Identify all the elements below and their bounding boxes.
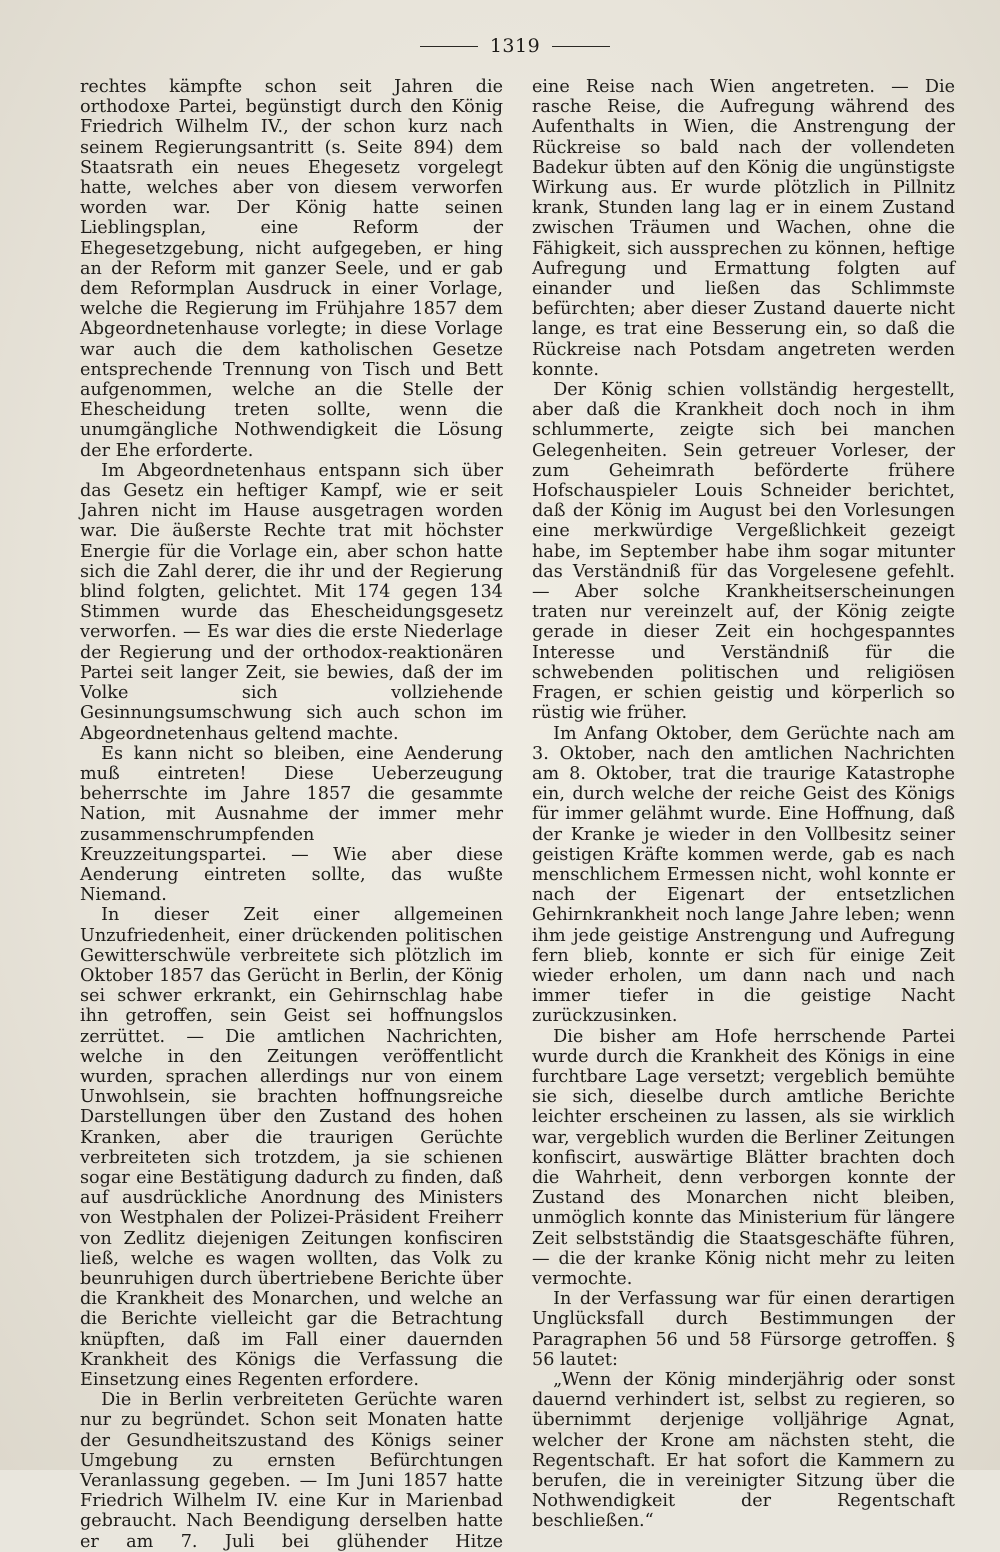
paragraph: Im Anfang Oktober, dem Gerüchte nach am 3. Oktober, nach den amtlichen Nachrichten am 8. Oktober, trat die traurige Katastrophe ein, durch welche der reiche Geist des Königs für immer gelähmt wurde. Eine Hoffnung, daß der Kranke je wieder in den Vollbesitz seiner geistigen Kräfte kommen werde, gab es nach menschlichem Ermessen nicht, wohl konnte er nach der Eigenart der entsetzlichen Gehirnkrankheit noch lange Jahre leben; wenn ihm jede geistige Anstrengung und Aufregung fern blieb, konnte er sich für einige Zeit wieder erholen, um dann nach und nach immer tiefer in die geistige Nacht zurückzusinken.	[532, 723, 955, 1027]
header-rule-right	[552, 46, 610, 47]
left-column	[80, 77, 503, 1552]
paragraph: rechtes kämpfte schon seit Jahren die orthodoxe Partei, begünstigt durch den König Friedrich Wilhelm IV., der schon kurz nach seinem Regierungsantritt (s. Seite 894) dem Staatsrath ein neues Ehegesetz vorgelegt hatte, welches aber von diesem verworfen worden war. Der König hatte seinen Lieblingsplan, eine Reform der Ehegesetzgebung, nicht aufgegeben, er hing an der Reform mit ganzer Seele, und er gab dem Reformplan Ausdruck in einer Vorlage, welche die Regierung im Frühjahre 1857 dem Abgeordnetenhause vorlegte; in diese Vorlage war auch die dem katholischen Gesetze entsprechende Trennung von Tisch und Bett aufgenommen, welche an die Stelle der Ehescheidung treten sollte, wenn die unumgängliche Nothwendigkeit die Lösung der Ehe erforderte.	[80, 77, 503, 461]
right-column	[532, 77, 955, 1532]
paragraph: Der König schien vollständig hergestellt, aber daß die Krankheit doch noch in ihm schlummerte, zeigte sich bei manchen Gelegenheiten. Sein getreuer Vorleser, der zum Geheimrath beförderte frühere Hofschauspieler Louis Schneider berichtet, daß der König im August bei den Vorlesungen eine merkwürdige Vergeßlichkeit gezeigt habe, im September habe ihm sogar mitunter das Verständniß für das Vorgelesene gefehlt. — Aber solche Krankheitserscheinungen traten nur vereinzelt auf, der König zeigte gerade in dieser Zeit ein hochgespanntes Interesse und Verständniß für die schwebenden politischen und religiösen Fragen, er schien geistig und körperlich so rüstig wie früher.	[532, 380, 955, 724]
paragraph: In dieser Zeit einer allgemeinen Unzufriedenheit, einer drückenden politischen Gewitterschwüle verbreitete sich plötzlich im Oktober 1857 das Gerücht in Berlin, der König sei schwer erkrankt, ein Gehirnschlag habe ihn getroffen, sein Geist sei hoffnungslos zerrüttet. — Die amtlichen Nachrichten, welche in den Zeitungen veröffentlicht wurden, sprachen allerdings nur von einem Unwohlsein, sie brachten hoffnungsreiche Darstellungen über den Zustand des hohen Kranken, aber die traurigen Gerüchte verbreiteten sich trotzdem, ja sie schienen sogar eine Bestätigung dadurch zu finden, daß auf ausdrückliche Anordnung des Ministers von Westphalen der Polizei-Präsident Freiherr von Zedlitz diejenigen Zeitungen konfisciren ließ, welche es wagen wollten, das Volk zu beunruhigen durch übertriebene Berichte über die Krankheit des Monarchen, und welche an die Berichte vielleicht gar die Betrachtung knüpften, daß im Fall einer dauernden Krankheit des Königs die Verfassung die Einsetzung eines Regenten erfordere.	[80, 905, 503, 1390]
paragraph: eine Reise nach Wien angetreten. — Die rasche Reise, die Aufregung während des Aufenthalts in Wien, die Anstrengung der Rückreise so bald nach der vollendeten Badekur übten auf den König die ungünstigste Wirkung aus. Er wurde plötzlich in Pillnitz krank, Stunden lang lag er in einem Zustand zwischen Träumen und Wachen, ohne die Fähigkeit, sich aussprechen zu können, heftige Aufregung und Ermattung folgten auf einander und ließen das Schlimmste befürchten; aber dieser Zustand dauerte nicht lange, es trat eine Besserung ein, so daß die Rückreise nach Potsdam angetreten werden konnte.	[532, 77, 955, 380]
paragraph: Die in Berlin verbreiteten Gerüchte waren nur zu begründet. Schon seit Monaten hatte der Gesundheitszustand des Königs seiner Umgebung zu ernsten Befürchtungen Veranlassung gegeben. — Im Juni 1857 hatte Friedrich Wilhelm IV. eine Kur in Marienbad gebraucht. Nach Beendigung derselben hatte er am 7. Juli bei glühender Hitze	[80, 1390, 503, 1552]
paragraph: Im Abgeordnetenhaus entspann sich über das Gesetz ein heftiger Kampf, wie er seit Jahren nicht im Hause ausgetragen worden war. Die äußerste Rechte trat mit höchster Energie für die Vorlage ein, aber schon hatte sich die Zahl derer, die ihr und der Regierung blind folgten, gelichtet. Mit 174 gegen 134 Stimmen wurde das Ehescheidungsgesetz verworfen. — Es war dies die erste Niederlage der Regierung und der orthodox-reaktionären Partei seit langer Zeit, sie bewies, daß der im Volke sich vollziehende Gesinnungsumschwung sich auch schon im Abgeordnetenhaus geltend machte.	[80, 460, 503, 744]
page-header	[420, 30, 610, 62]
quoted-paragraph: „Wenn der König minderjährig oder sonst dauernd verhindert ist, selbst zu regieren, so übernimmt derjenige volljährige Agnat, welcher der Krone am nächsten steht, die Regentschaft. Er hat sofort die Kammern zu berufen, die in vereinigter Sitzung über die Nothwendigkeit der Regentschaft beschließen.“	[532, 1370, 955, 1532]
paragraph: Die bisher am Hofe herrschende Partei wurde durch die Krankheit des Königs in eine furchtbare Lage versetzt; vergeblich bemühte sie sich, dieselbe durch amtliche Berichte leichter erscheinen zu lassen, als sie wirklich war, vergeblich wurden die Berliner Zeitungen konfiscirt, auswärtige Blätter brachten doch die Wahrheit, denn verborgen konnte der Zustand des Monarchen nicht bleiben, unmöglich konnte das Ministerium für längere Zeit selbstständig die Staatsgeschäfte führen, — die der kranke König nicht mehr zu leiten vermochte.	[532, 1026, 955, 1289]
page-number: 1319	[489, 35, 541, 57]
paragraph: Es kann nicht so bleiben, eine Aenderung muß eintreten! Diese Ueberzeugung beherrschte im Jahre 1857 die gesammte Nation, mit Ausnahme der immer mehr zusammenschrumpfenden Kreuzzeitungspartei. — Wie aber diese Aenderung eintreten sollte, das wußte Niemand.	[80, 743, 503, 906]
paragraph: In der Verfassung war für einen derartigen Unglücksfall durch Bestimmungen der Paragraphen 56 und 58 Fürsorge getroffen. § 56 lautet:	[532, 1289, 955, 1370]
header-rule-left	[420, 46, 478, 47]
